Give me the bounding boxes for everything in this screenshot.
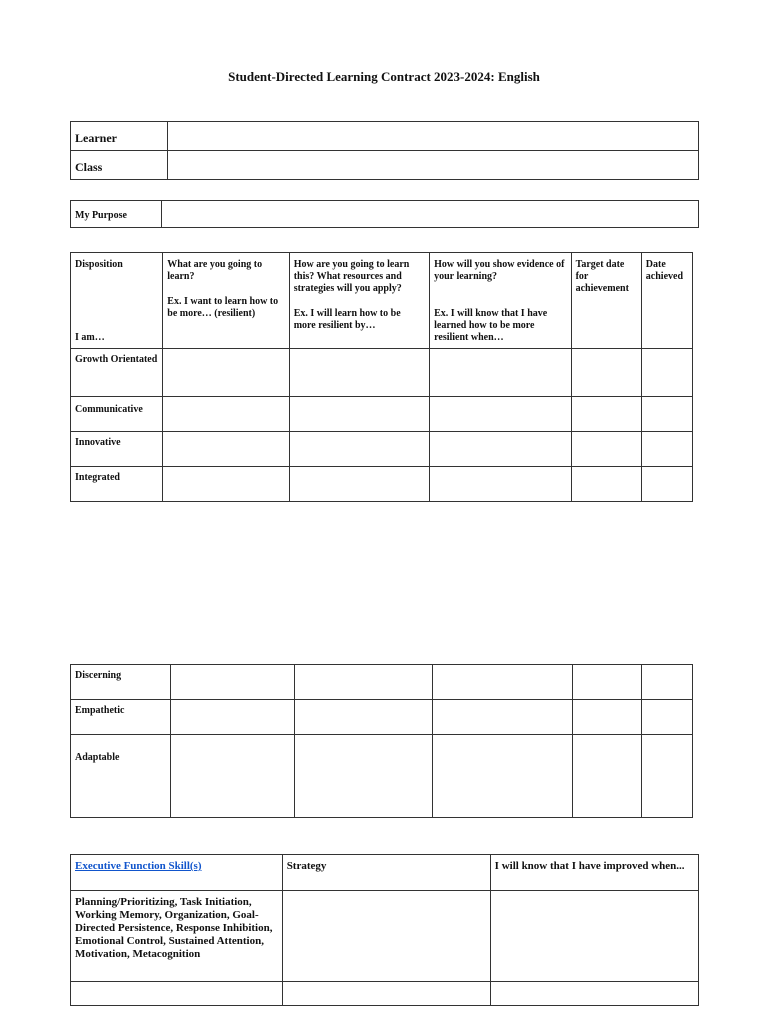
learner-label: Learner [71,122,168,151]
table-cell[interactable] [433,735,572,818]
disposition-header-label: Disposition [75,259,123,270]
table-cell[interactable] [430,349,571,397]
row-label-innovative: Innovative [71,432,163,467]
class-field[interactable] [168,151,699,180]
disposition-table [70,252,693,502]
table-cell[interactable] [289,432,429,467]
purpose-label: My Purpose [71,201,162,228]
exec-skill-link[interactable]: Executive Function Skill(s) [75,860,202,872]
improved-header: I will know that I have improved when... [490,855,698,891]
table-row [71,665,693,700]
table-cell[interactable] [295,735,433,818]
what-header [163,253,289,349]
evidence-example: Ex. I will know that I have learned how to be more resilient when… [434,308,548,343]
table-cell[interactable] [571,467,641,502]
table-cell[interactable] [641,349,692,397]
table-cell[interactable] [430,467,571,502]
class-row [71,151,699,180]
row-label-discerning: Discerning [71,665,171,700]
table-cell[interactable] [163,432,289,467]
i-am-label: I am… [75,332,105,343]
table-cell[interactable] [171,700,295,735]
table-cell[interactable] [642,700,693,735]
purpose-field[interactable] [162,201,699,228]
what-question: What are you going to learn? [167,259,263,282]
table-cell[interactable] [641,467,692,502]
strategy-header: Strategy [282,855,490,891]
disposition-header [71,253,163,349]
table-cell[interactable] [289,397,429,432]
table-cell[interactable] [571,349,641,397]
table-cell[interactable] [641,432,692,467]
table-cell[interactable] [282,982,490,1006]
learner-field[interactable] [168,122,699,151]
table-row [71,735,693,818]
table-cell[interactable] [289,467,429,502]
table-cell[interactable] [490,891,698,982]
table-cell[interactable] [433,700,572,735]
table-cell[interactable] [490,982,698,1006]
purpose-table [70,200,699,228]
table-cell[interactable] [430,397,571,432]
table-cell[interactable] [163,397,289,432]
row-label-empathetic: Empathetic [71,700,171,735]
exec-skill-header [71,855,283,891]
table-cell[interactable] [641,397,692,432]
purpose-row [71,201,699,228]
page-title: Student-Directed Learning Contract 2023-2024: English [228,69,540,84]
table-cell[interactable] [282,891,490,982]
how-question: How are you going to learn this? What resources and strategies will you apply? [293,259,410,294]
row-label-adaptable: Adaptable [71,735,171,818]
table-cell[interactable] [171,665,295,700]
table-row [71,982,699,1006]
table-cell[interactable] [163,349,289,397]
table-row [71,467,693,502]
disposition-table-continued [70,664,693,818]
executive-function-table [70,854,699,1006]
table-row [71,432,693,467]
row-label-growth-orientated: Growth Orientated [71,349,163,397]
disposition-header-row [71,253,693,349]
table-row [71,397,693,432]
row-label-integrated: Integrated [71,467,163,502]
table-row [71,700,693,735]
learner-row [71,122,699,151]
table-cell[interactable] [163,467,289,502]
evidence-header [430,253,571,349]
date-achieved-header: Date achieved [641,253,692,349]
table-cell[interactable] [572,735,642,818]
table-cell[interactable] [642,735,693,818]
table-cell[interactable] [572,665,642,700]
target-date-header: Target date for achievement [571,253,641,349]
learner-info-table [70,121,699,180]
class-label: Class [71,151,168,180]
table-cell[interactable] [572,700,642,735]
row-label-communicative: Communicative [71,397,163,432]
table-cell[interactable] [642,665,693,700]
table-cell[interactable] [295,665,433,700]
table-cell[interactable] [571,397,641,432]
table-cell[interactable] [71,982,283,1006]
table-cell[interactable] [430,432,571,467]
exec-skills-list: Planning/Prioritizing, Task Initiation, Working Memory, Organization, Goal-Directed Persistence, Response Inhibition, Emotional Control, Sustained Attention, Motivation, Metacognition [71,891,283,982]
how-example: Ex. I will learn how to be more resilient by… [293,308,401,331]
table-cell[interactable] [571,432,641,467]
evidence-question: How will you show evidence of your learning? [434,259,565,282]
table-cell[interactable] [295,700,433,735]
how-header [289,253,429,349]
table-cell[interactable] [433,665,572,700]
table-row [71,891,699,982]
what-example: Ex. I want to learn how to be more… (resilient) [167,296,279,319]
table-row [71,349,693,397]
exec-header-row [71,855,699,891]
table-cell[interactable] [171,735,295,818]
table-cell[interactable] [289,349,429,397]
